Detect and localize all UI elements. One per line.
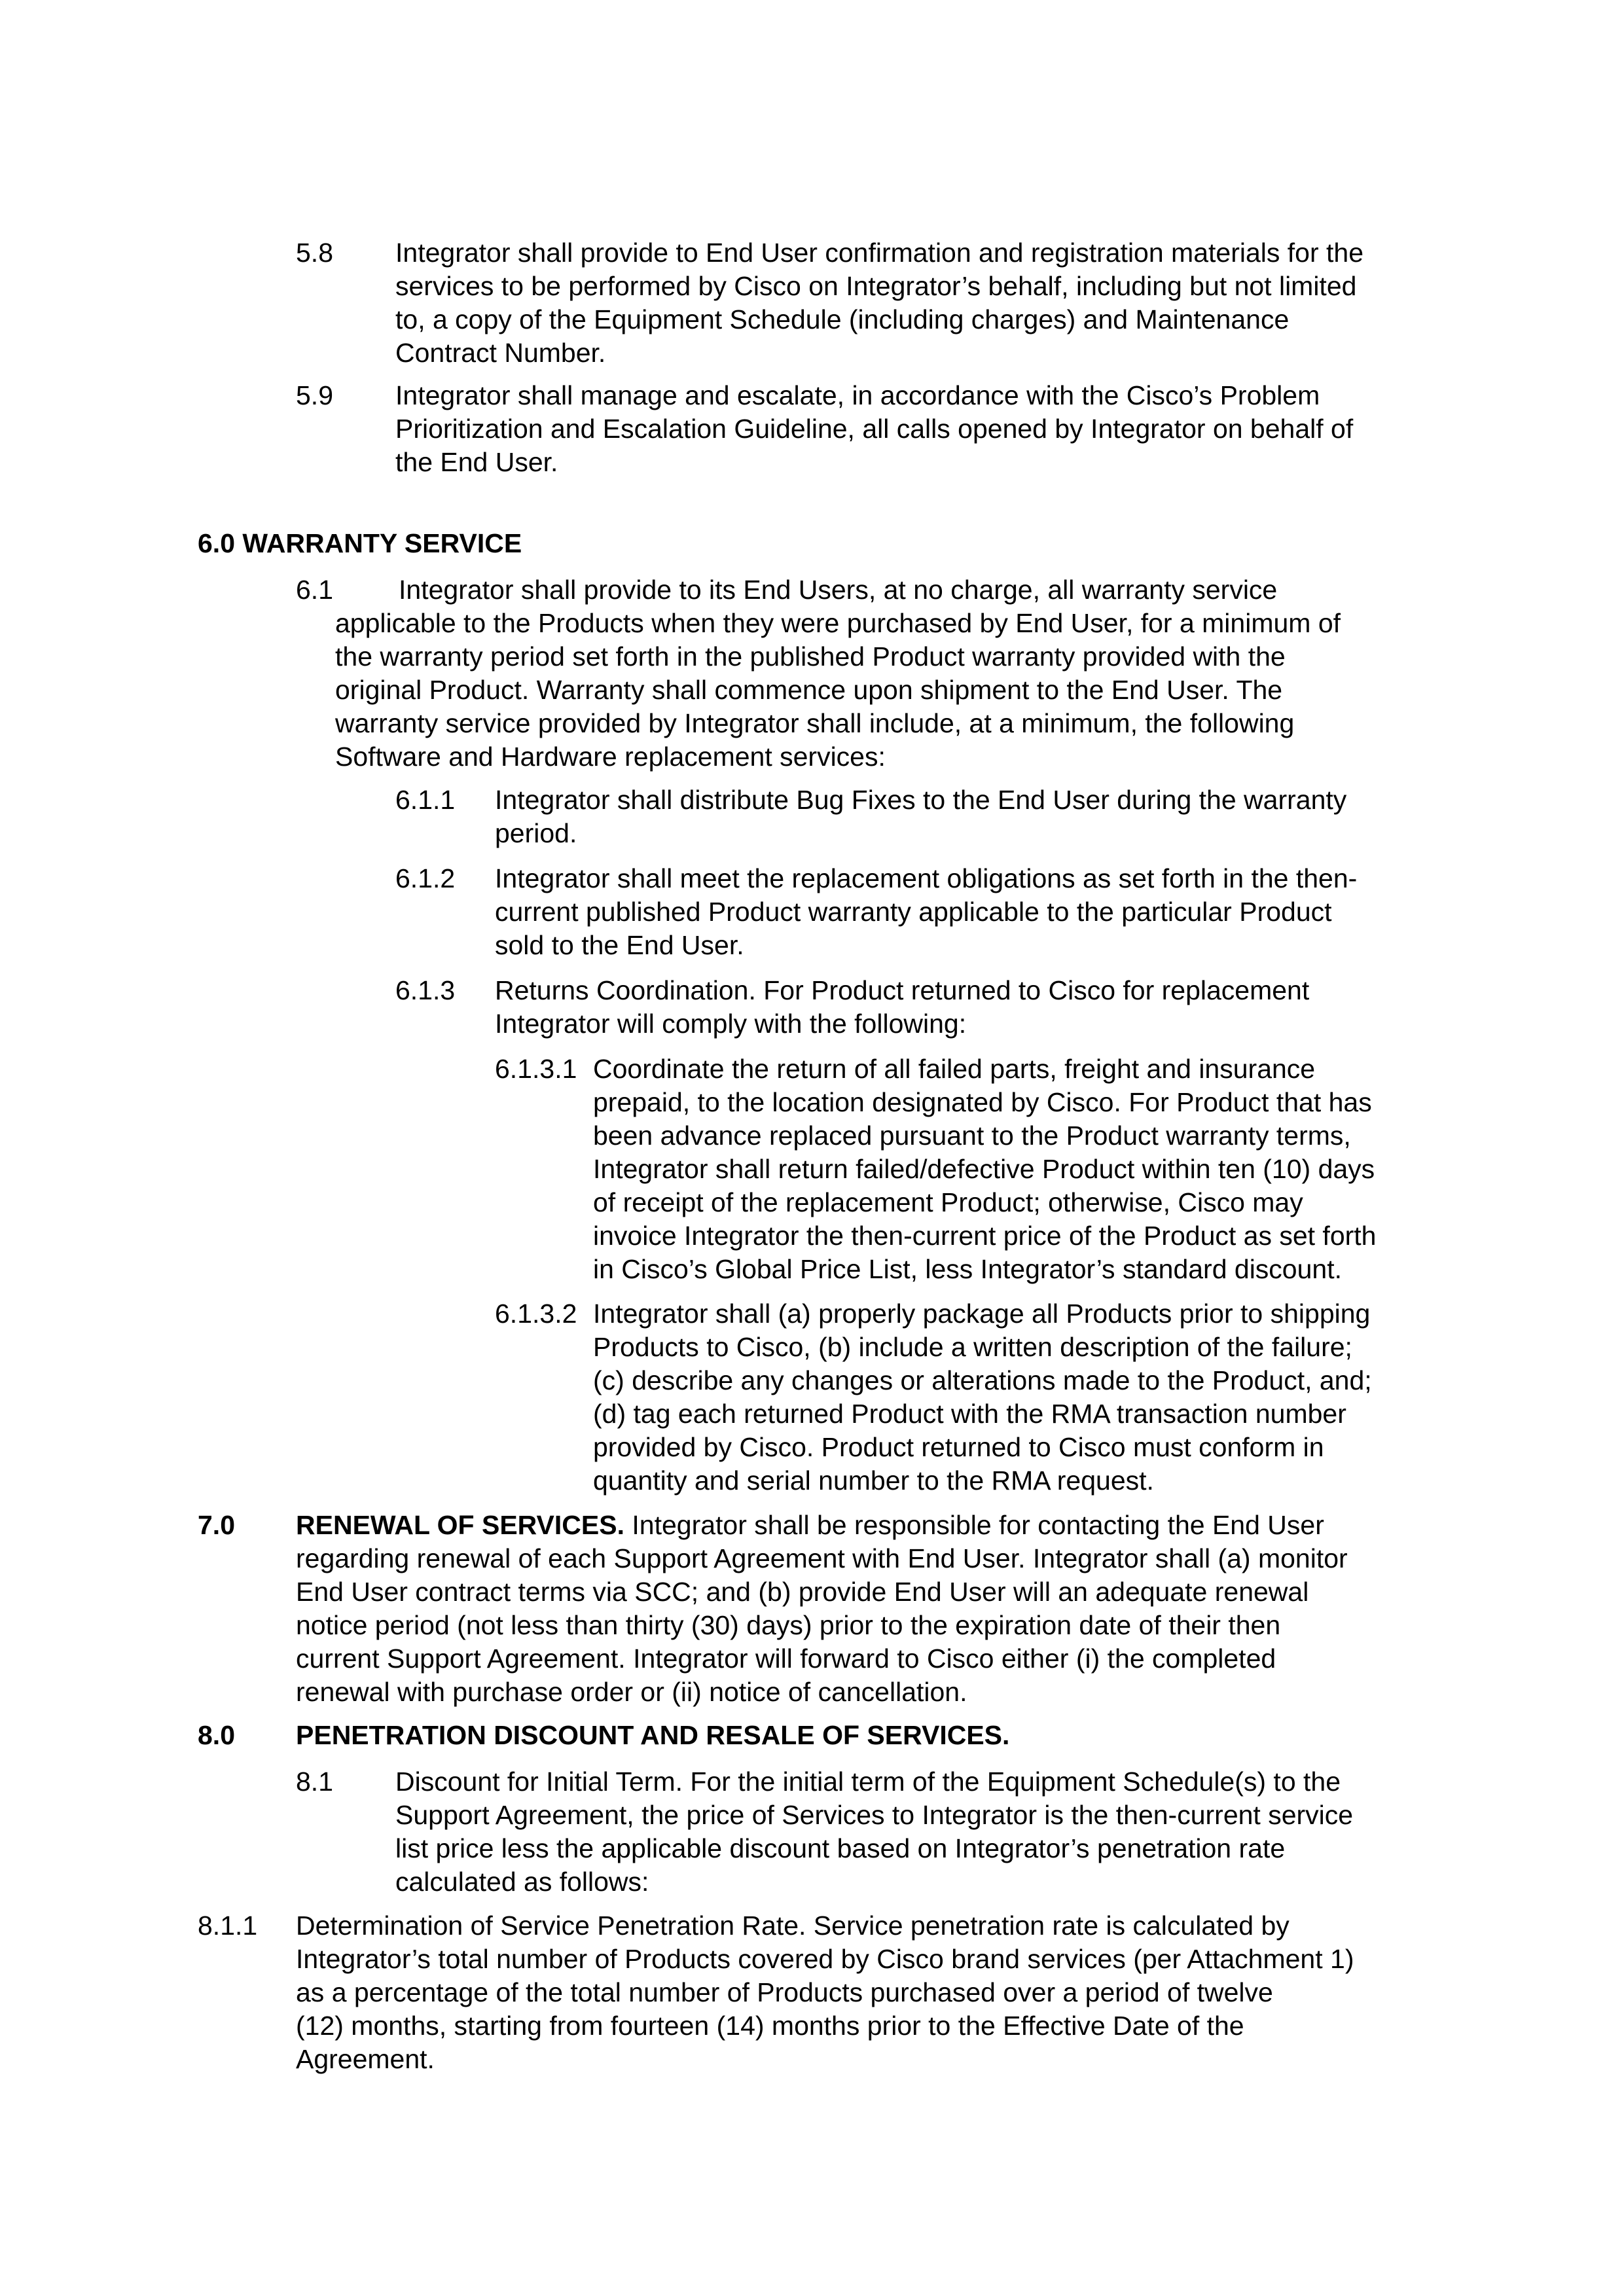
text-line: (c) describe any changes or alterations made to the Product, and; (593, 1365, 1372, 1395)
text-line: been advance replaced pursuant to the Product warranty terms, (593, 1121, 1351, 1151)
text-line: Discount for Initial Term. For the initial term of the Equipment Schedule(s) to the (395, 1767, 1341, 1797)
text-line: (12) months, starting from fourteen (14) months prior to the Effective Date of the (296, 2011, 1244, 2041)
text-line: Prioritization and Escalation Guideline, all calls opened by Integrator on behalf of (395, 414, 1354, 444)
text-line: invoice Integrator the then-current price of the Product as set forth (593, 1221, 1377, 1251)
clause-5-8-text (395, 236, 1363, 370)
text-line: Integrator shall provide to End User confirmation and registration materials for the (395, 238, 1364, 268)
text-line: (d) tag each returned Product with the RMA transaction number (593, 1399, 1346, 1429)
text-line: Returns Coordination. For Product returned to Cisco for replacement (495, 975, 1310, 1005)
text-line: renewal with purchase order or (ii) notice of cancellation. (296, 1677, 967, 1707)
clause-number: 5.9 (296, 380, 333, 410)
section-8-title: PENETRATION DISCOUNT AND RESALE OF SERVICES. (296, 1720, 1010, 1750)
clause-8-1-text (395, 1765, 1353, 1899)
text-line: provided by Cisco. Product returned to Cisco must conform in (593, 1432, 1324, 1462)
clause-6-1-3-text (495, 974, 1309, 1041)
text-line: current published Product warranty applicable to the particular Product (495, 897, 1332, 927)
section-7-text (296, 1509, 1348, 1709)
text-line: Integrator shall meet the replacement obligations as set forth in the then- (495, 863, 1358, 893)
text-line: as a percentage of the total number of Products purchased over a period of twelve (296, 1977, 1273, 2007)
text-line: Products to Cisco, (b) include a written description of the failure; (593, 1332, 1352, 1362)
clause-number: 5.8 (296, 238, 333, 268)
text-line: Contract Number. (395, 338, 606, 368)
section-number-7: 7.0 (198, 1510, 235, 1540)
clause-6-1-3-2-text (593, 1297, 1372, 1498)
text-line: notice period (not less than thirty (30) days) prior to the expiration date of their then (296, 1610, 1281, 1640)
text-line: of receipt of the replacement Product; otherwise, Cisco may (593, 1187, 1303, 1217)
text-line: regarding renewal of each Support Agreement with End User. Integrator shall (a) monitor (296, 1543, 1348, 1573)
text-line: End User contract terms via SCC; and (b) provide End User will an adequate renewal (296, 1577, 1309, 1607)
section-7-first-line: Integrator shall be responsible for contacting the End User (624, 1510, 1324, 1540)
clause-number: 8.1.1 (198, 1910, 258, 1941)
text-line: Agreement. (296, 2044, 435, 2074)
text-line: prepaid, to the location designated by Cisco. For Product that has (593, 1087, 1372, 1117)
clause-6-1-text (335, 607, 1341, 774)
text-line: sold to the End User. (495, 930, 744, 960)
text-line: Integrator’s total number of Products covered by Cisco brand services (per Attachment 1) (296, 1944, 1354, 1974)
text-line: services to be performed by Cisco on Integrator’s behalf, including but not limited (395, 271, 1357, 301)
text-line (296, 1509, 1348, 1542)
text-line: period. (495, 818, 577, 848)
clause-6-1-first-line: Integrator shall provide to its End Users, at no charge, all warranty service (399, 575, 1278, 605)
clause-8-1-1-text (296, 1909, 1354, 2076)
text-line: warranty service provided by Integrator shall include, at a minimum, the following (335, 708, 1295, 738)
clause-number: 8.1 (296, 1767, 333, 1797)
text-line: applicable to the Products when they were purchased by End User, for a minimum of (335, 608, 1341, 638)
text-line: calculated as follows: (395, 1867, 649, 1897)
text-line: Integrator shall distribute Bug Fixes to the End User during the warranty (495, 785, 1347, 815)
section-7-title: RENEWAL OF SERVICES. (296, 1510, 624, 1540)
text-line: Integrator shall manage and escalate, in accordance with the Cisco’s Problem (395, 380, 1320, 410)
clause-6-1-3-1-text (593, 1052, 1376, 1286)
text-line: Software and Hardware replacement services: (335, 742, 886, 772)
text-line: Determination of Service Penetration Rate. Service penetration rate is calculated by (296, 1910, 1290, 1941)
text-line: the End User. (395, 447, 558, 477)
text-line: Integrator shall return failed/defective Product within ten (10) days (593, 1154, 1375, 1184)
clause-number: 6.1.1 (395, 785, 456, 815)
text-line: Integrator will comply with the following: (495, 1009, 967, 1039)
clause-number: 6.1 (296, 575, 333, 605)
text-line: to, a copy of the Equipment Schedule (including charges) and Maintenance (395, 304, 1290, 334)
text-line: original Product. Warranty shall commence upon shipment to the End User. The (335, 675, 1283, 705)
text-line: Integrator shall (a) properly package all Products prior to shipping (593, 1299, 1371, 1329)
clause-6-1-1-text (495, 783, 1346, 850)
clause-5-9-text (395, 379, 1353, 479)
clause-number: 6.1.2 (395, 863, 456, 893)
text-line: list price less the applicable discount based on Integrator’s penetration rate (395, 1833, 1286, 1863)
text-line: in Cisco’s Global Price List, less Integrator’s standard discount. (593, 1254, 1342, 1284)
clause-number: 6.1.3 (395, 975, 456, 1005)
text-line: current Support Agreement. Integrator will forward to Cisco either (i) the completed (296, 1643, 1276, 1674)
text-line: Support Agreement, the price of Services to Integrator is the then-current service (395, 1800, 1354, 1830)
clause-number: 6.1.3.1 (495, 1054, 577, 1084)
text-line: the warranty period set forth in the published Product warranty provided with the (335, 641, 1286, 672)
text-line: Coordinate the return of all failed parts, freight and insurance (593, 1054, 1316, 1084)
section-number-8: 8.0 (198, 1720, 235, 1750)
clause-6-1-2-text (495, 862, 1357, 962)
text-line: quantity and serial number to the RMA request. (593, 1465, 1154, 1496)
section-heading-6: 6.0 WARRANTY SERVICE (198, 528, 522, 558)
clause-number: 6.1.3.2 (495, 1299, 577, 1329)
